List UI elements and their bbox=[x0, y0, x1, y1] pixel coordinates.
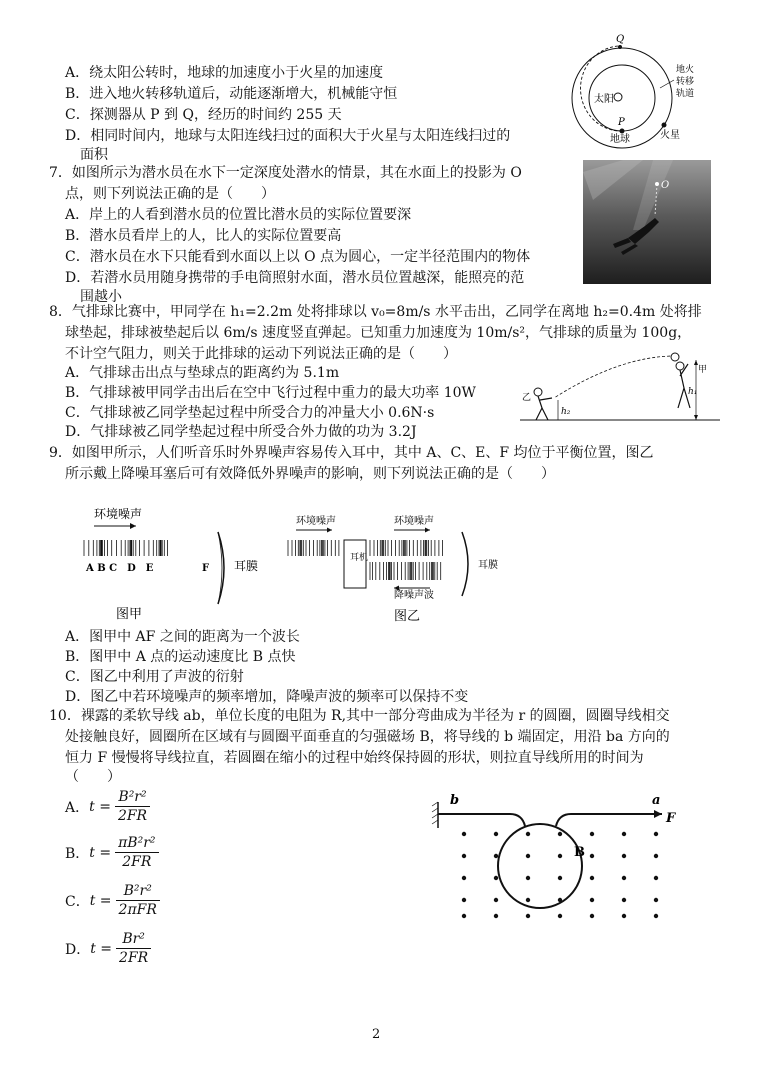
page-number: 2 bbox=[372, 1027, 381, 1042]
field-dot bbox=[494, 898, 498, 902]
label-yi: 乙 bbox=[522, 393, 532, 403]
label-jia: 甲 bbox=[698, 365, 708, 375]
q10-option-b: B． t = $\frac{\text{πB²r²}}{2FR}$ bbox=[65, 834, 159, 871]
field-dot bbox=[526, 832, 530, 836]
volleyball-figure bbox=[520, 348, 720, 426]
field-dot bbox=[558, 854, 562, 858]
jia-wave-lines bbox=[84, 540, 168, 556]
field-dot bbox=[590, 876, 594, 880]
q6-option-a: A．绕太阳公转时，地球的加速度小于火星的加速度 bbox=[65, 65, 384, 81]
field-dot bbox=[494, 914, 498, 918]
field-dot bbox=[622, 914, 626, 918]
field-dot bbox=[590, 832, 594, 836]
magnetic-field-dots bbox=[462, 832, 658, 918]
q10-option-a: A． t = $\frac{\text{B²r²}}{2FR}$ bbox=[65, 788, 150, 825]
q7-option-a: A．岸上的人看到潜水员的位置比潜水员的实际位置要深 bbox=[65, 207, 412, 223]
q7-option-d: D．若潜水员用随身携带的手电筒照射水面，潜水员位置越深，能照亮的范 bbox=[65, 270, 525, 286]
label-sun: 太阳 bbox=[594, 94, 614, 105]
field-dot bbox=[590, 914, 594, 918]
label-h1: h₁ bbox=[688, 387, 698, 397]
label-orbit-3: 轨道 bbox=[676, 89, 695, 99]
wire-loop-figure bbox=[430, 790, 690, 930]
field-dot bbox=[526, 914, 530, 918]
label-orbit-1: 地火 bbox=[676, 65, 695, 75]
q7-stem-2: 点，则下列说法正确的是（ ） bbox=[65, 186, 275, 202]
label-earth: 地球 bbox=[610, 134, 630, 145]
q8-stem-1: 8．气排球比赛中，甲同学在 h₁=2.2m 处将排球以 v₀=8m/s 水平击出，乙同学在离地 h₂=0.4m 处将排 bbox=[49, 304, 702, 320]
caption-jia: 图甲 bbox=[116, 607, 143, 622]
label-q: Q bbox=[616, 34, 625, 45]
field-dot bbox=[462, 898, 466, 902]
field-dot bbox=[654, 914, 658, 918]
q6-option-d: D．相同时间内，地球与太阳连线扫过的面积大于火星与太阳连线扫过的 bbox=[65, 128, 511, 144]
field-dot bbox=[494, 876, 498, 880]
q7-stem-1: 7．如图所示为潜水员在水下一定深度处潜水的情景，其在水面上的投影为 O bbox=[49, 165, 522, 181]
label-p: P bbox=[618, 117, 625, 128]
field-dot bbox=[462, 876, 466, 880]
diver-photo bbox=[583, 160, 711, 284]
q10-stem-1: 10．裸露的柔软导线 ab，单位长度的电阻为 R,其中一部分弯曲成为半径为 r 的圆圈，圆圈导线相交 bbox=[49, 708, 670, 724]
field-dot bbox=[462, 914, 466, 918]
q8-option-a: A．气排球击出点与垫球点的距离约为 5.1m bbox=[65, 365, 340, 381]
field-dot bbox=[654, 898, 658, 902]
q6-option-b: B．进入地火转移轨道后，动能逐渐增大，机械能守恒 bbox=[65, 86, 398, 102]
q9-option-c: C．图乙中利用了声波的衍射 bbox=[65, 669, 244, 685]
yi-earphone-a: 耳机 bbox=[350, 553, 369, 563]
field-dot bbox=[494, 854, 498, 858]
field-dot bbox=[526, 854, 530, 858]
field-dot bbox=[558, 876, 562, 880]
field-dot bbox=[654, 854, 658, 858]
field-dot bbox=[558, 914, 562, 918]
yi-noise-2: 环境噪声 bbox=[394, 516, 434, 527]
q7-option-c: C．潜水员在水下只能看到水面以上以 O 点为圆心，一定半径范围内的物体 bbox=[65, 249, 531, 265]
field-dot bbox=[622, 854, 626, 858]
field-dot bbox=[590, 898, 594, 902]
caption-yi: 图乙 bbox=[394, 609, 421, 624]
q10-stem-2: 处接触良好，圆圈所在区域有与圆圈平面垂直的匀强磁场 B，将导线的 b 端固定，用沿 ba 方向的 bbox=[65, 729, 670, 745]
q6-option-c: C．探测器从 P 到 Q，经历的时间约 255 天 bbox=[65, 107, 342, 123]
q9-option-b: B．图甲中 A 点的运动速度比 B 点快 bbox=[65, 649, 296, 665]
field-dot bbox=[526, 876, 530, 880]
label-h2: h₂ bbox=[561, 407, 571, 417]
q6-option-d-cont: 面积 bbox=[80, 147, 108, 163]
label-mars: 火星 bbox=[660, 130, 680, 141]
label-a-end: a bbox=[652, 793, 661, 808]
q9-option-a: A．图甲中 AF 之间的距离为一个波长 bbox=[65, 629, 300, 645]
field-dot bbox=[462, 832, 466, 836]
field-dot bbox=[654, 876, 658, 880]
figure-jia bbox=[80, 496, 280, 626]
jia-ear-label: 耳膜 bbox=[234, 559, 259, 573]
field-dot bbox=[622, 832, 626, 836]
field-dot bbox=[494, 832, 498, 836]
q8-stem-3: 不计空气阻力，则关于此排球的运动下列说法正确的是（ ） bbox=[65, 346, 457, 362]
q9-stem-1: 9．如图甲所示，人们听音乐时外界噪声容易传入耳中，其中 A、C、E、F 均位于平衡位置，图乙 bbox=[49, 445, 654, 461]
q8-option-b: B．气排球被甲同学击出后在空中飞行过程中重力的最大功率 10W bbox=[65, 385, 476, 401]
q10-stem-4: （ ） bbox=[65, 769, 121, 785]
field-dot bbox=[526, 898, 530, 902]
label-field: B bbox=[574, 845, 585, 860]
jia-letter-f: F bbox=[202, 563, 210, 574]
orbit-figure bbox=[560, 30, 710, 150]
q9-stem-2: 所示戴上降噪耳塞后可有效降低外界噪声的影响，则下列说法正确的是（ ） bbox=[65, 466, 555, 482]
q9-option-d: D．图乙中若环境噪声的频率增加，降噪声波的频率可以保持不变 bbox=[65, 689, 469, 705]
field-dot bbox=[622, 898, 626, 902]
field-dot bbox=[558, 898, 562, 902]
jia-letters: A B C D E bbox=[86, 563, 154, 574]
q10-option-d: D． t = $\frac{\text{Br²}}{2FR}$ bbox=[65, 930, 151, 967]
figure-yi bbox=[286, 500, 526, 626]
field-dot bbox=[558, 832, 562, 836]
q10-option-c: C． t = $\frac{\text{B²r²}}{\text{2πFR}}$ bbox=[65, 882, 160, 919]
q7-option-d-cont: 围越小 bbox=[80, 289, 122, 305]
label-o: O bbox=[661, 180, 670, 191]
q7-option-b: B．潜水员看岸上的人，比人的实际位置要高 bbox=[65, 228, 342, 244]
yi-noise-1: 环境噪声 bbox=[296, 516, 336, 527]
label-orbit-2: 转移 bbox=[676, 77, 695, 87]
q8-option-c: C．气排球被乙同学垫起过程中所受合力的冲量大小 0.6N·s bbox=[65, 405, 435, 421]
field-dot bbox=[654, 832, 658, 836]
yi-ear-label: 耳膜 bbox=[478, 560, 498, 571]
field-dot bbox=[622, 876, 626, 880]
label-b-end: b bbox=[450, 793, 460, 808]
field-dot bbox=[462, 854, 466, 858]
q10-stem-3: 恒力 F 慢慢将导线拉直，若圆圈在缩小的过程中始终保持圆的形状，则拉直导线所用的时间为 bbox=[65, 750, 644, 766]
label-force: F bbox=[666, 811, 676, 826]
q8-stem-2: 球垫起，排球被垫起后以 6m/s 速度竖直弹起。已知重力加速度为 10m/s²，气排球的质量为 100g， bbox=[65, 325, 692, 341]
yi-cancel-label: 降噪声波 bbox=[394, 590, 434, 601]
q8-option-d: D．气排球被乙同学垫起过程中所受合外力做的功为 3.2J bbox=[65, 424, 417, 440]
field-dot bbox=[590, 854, 594, 858]
jia-noise-label: 环境噪声 bbox=[94, 507, 143, 521]
